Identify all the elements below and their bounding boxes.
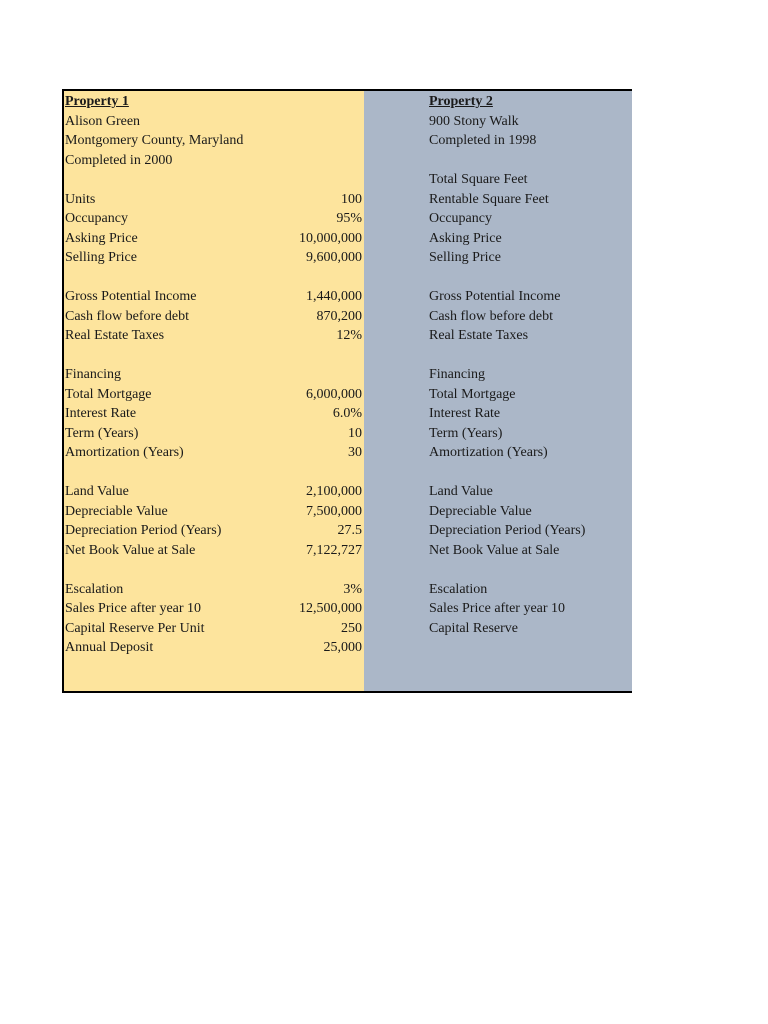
p2-label-900-stony-walk: 900 Stony Walk (429, 113, 519, 129)
p1-value-amortization-years: 30 (348, 445, 362, 460)
p1-label-depreciable-value: Depreciable Value (65, 503, 168, 519)
p1-value-interest-rate: 6.0% (332, 406, 362, 421)
p2-label-completed-in-1998: Completed in 1998 (429, 133, 537, 148)
p1-label-total-mortgage: Total Mortgage (65, 386, 152, 402)
p1-value-units: 100 (341, 191, 362, 207)
p2-label-occupancy: Occupancy (429, 211, 492, 226)
p1-value-term-years: 10 (348, 425, 362, 441)
p2-label-cash-flow-before-debt: Cash flow before debt (429, 308, 554, 324)
p1-value-land-value: 2,100,000 (306, 484, 362, 499)
p1-label-term-years: Term (Years) (65, 425, 139, 441)
p2-label-total-square-feet: Total Square Feet (429, 172, 528, 187)
p2-label-depreciation-period-years: Depreciation Period (Years) (429, 523, 586, 538)
p2-label-depreciable-value: Depreciable Value (429, 503, 532, 519)
p1-label-land-value: Land Value (65, 484, 129, 499)
property-comparison-sheet (62, 89, 632, 693)
p1-value-depreciable-value: 7,500,000 (306, 503, 362, 519)
p2-label-net-book-value-at-sale: Net Book Value at Sale (429, 542, 560, 558)
p2-label-asking-price: Asking Price (429, 230, 502, 246)
p2-label-financing: Financing (429, 367, 485, 382)
p1-label-completed-in-2000: Completed in 2000 (65, 152, 173, 168)
p1-label-capital-reserve-per-unit: Capital Reserve Per Unit (65, 620, 205, 636)
p1-label-cash-flow-before-debt: Cash flow before debt (65, 308, 190, 324)
p1-label-interest-rate: Interest Rate (65, 406, 137, 421)
p1-label-net-book-value-at-sale: Net Book Value at Sale (65, 542, 196, 558)
p1-label-units: Units (65, 191, 96, 207)
p1-value-selling-price: 9,600,000 (306, 250, 362, 265)
p2-label-property-2: Property 2 (429, 94, 493, 109)
p1-label-occupancy: Occupancy (65, 211, 128, 226)
p1-label-real-estate-taxes: Real Estate Taxes (65, 328, 165, 343)
p2-label-real-estate-taxes: Real Estate Taxes (429, 328, 529, 343)
p1-value-net-book-value-at-sale: 7,122,727 (306, 542, 362, 558)
p1-value-cash-flow-before-debt: 870,200 (316, 308, 362, 324)
p1-label-amortization-years: Amortization (Years) (65, 445, 184, 460)
p1-value-annual-deposit: 25,000 (323, 640, 362, 655)
property-1-column (64, 91, 364, 691)
p1-label-financing: Financing (65, 367, 121, 382)
p1-label-annual-deposit: Annual Deposit (65, 640, 154, 655)
p1-value-occupancy: 95% (336, 211, 362, 226)
p2-label-selling-price: Selling Price (429, 250, 501, 265)
p2-label-escalation: Escalation (429, 581, 488, 597)
p1-label-asking-price: Asking Price (65, 230, 138, 246)
property-2-column (364, 91, 632, 691)
p2-label-amortization-years: Amortization (Years) (429, 445, 548, 460)
p2-label-sales-price-after-year-10: Sales Price after year 10 (429, 601, 566, 616)
p1-value-asking-price: 10,000,000 (299, 230, 362, 246)
p1-label-escalation: Escalation (65, 581, 124, 597)
p2-label-land-value: Land Value (429, 484, 493, 499)
p1-value-depreciation-period-years: 27.5 (337, 523, 362, 538)
p1-value-total-mortgage: 6,000,000 (306, 386, 362, 402)
p2-label-term-years: Term (Years) (429, 425, 503, 441)
p1-label-montgomery-county-maryland: Montgomery County, Maryland (65, 133, 244, 148)
p2-label-gross-potential-income: Gross Potential Income (429, 289, 561, 304)
p2-label-capital-reserve: Capital Reserve (429, 620, 519, 636)
p1-value-capital-reserve-per-unit: 250 (341, 620, 362, 636)
p1-value-sales-price-after-year-10: 12,500,000 (299, 601, 362, 616)
p2-label-rentable-square-feet: Rentable Square Feet (429, 191, 549, 207)
p1-value-real-estate-taxes: 12% (336, 328, 362, 343)
p1-label-selling-price: Selling Price (65, 250, 137, 265)
p2-label-interest-rate: Interest Rate (429, 406, 501, 421)
p1-label-alison-green: Alison Green (65, 113, 141, 129)
p1-label-gross-potential-income: Gross Potential Income (65, 289, 197, 304)
p1-label-sales-price-after-year-10: Sales Price after year 10 (65, 601, 202, 616)
p1-label-depreciation-period-years: Depreciation Period (Years) (65, 523, 222, 538)
p1-value-escalation: 3% (343, 581, 362, 597)
p2-label-total-mortgage: Total Mortgage (429, 386, 516, 402)
p1-label-property-1: Property 1 (65, 94, 129, 109)
p1-value-gross-potential-income: 1,440,000 (306, 289, 362, 304)
